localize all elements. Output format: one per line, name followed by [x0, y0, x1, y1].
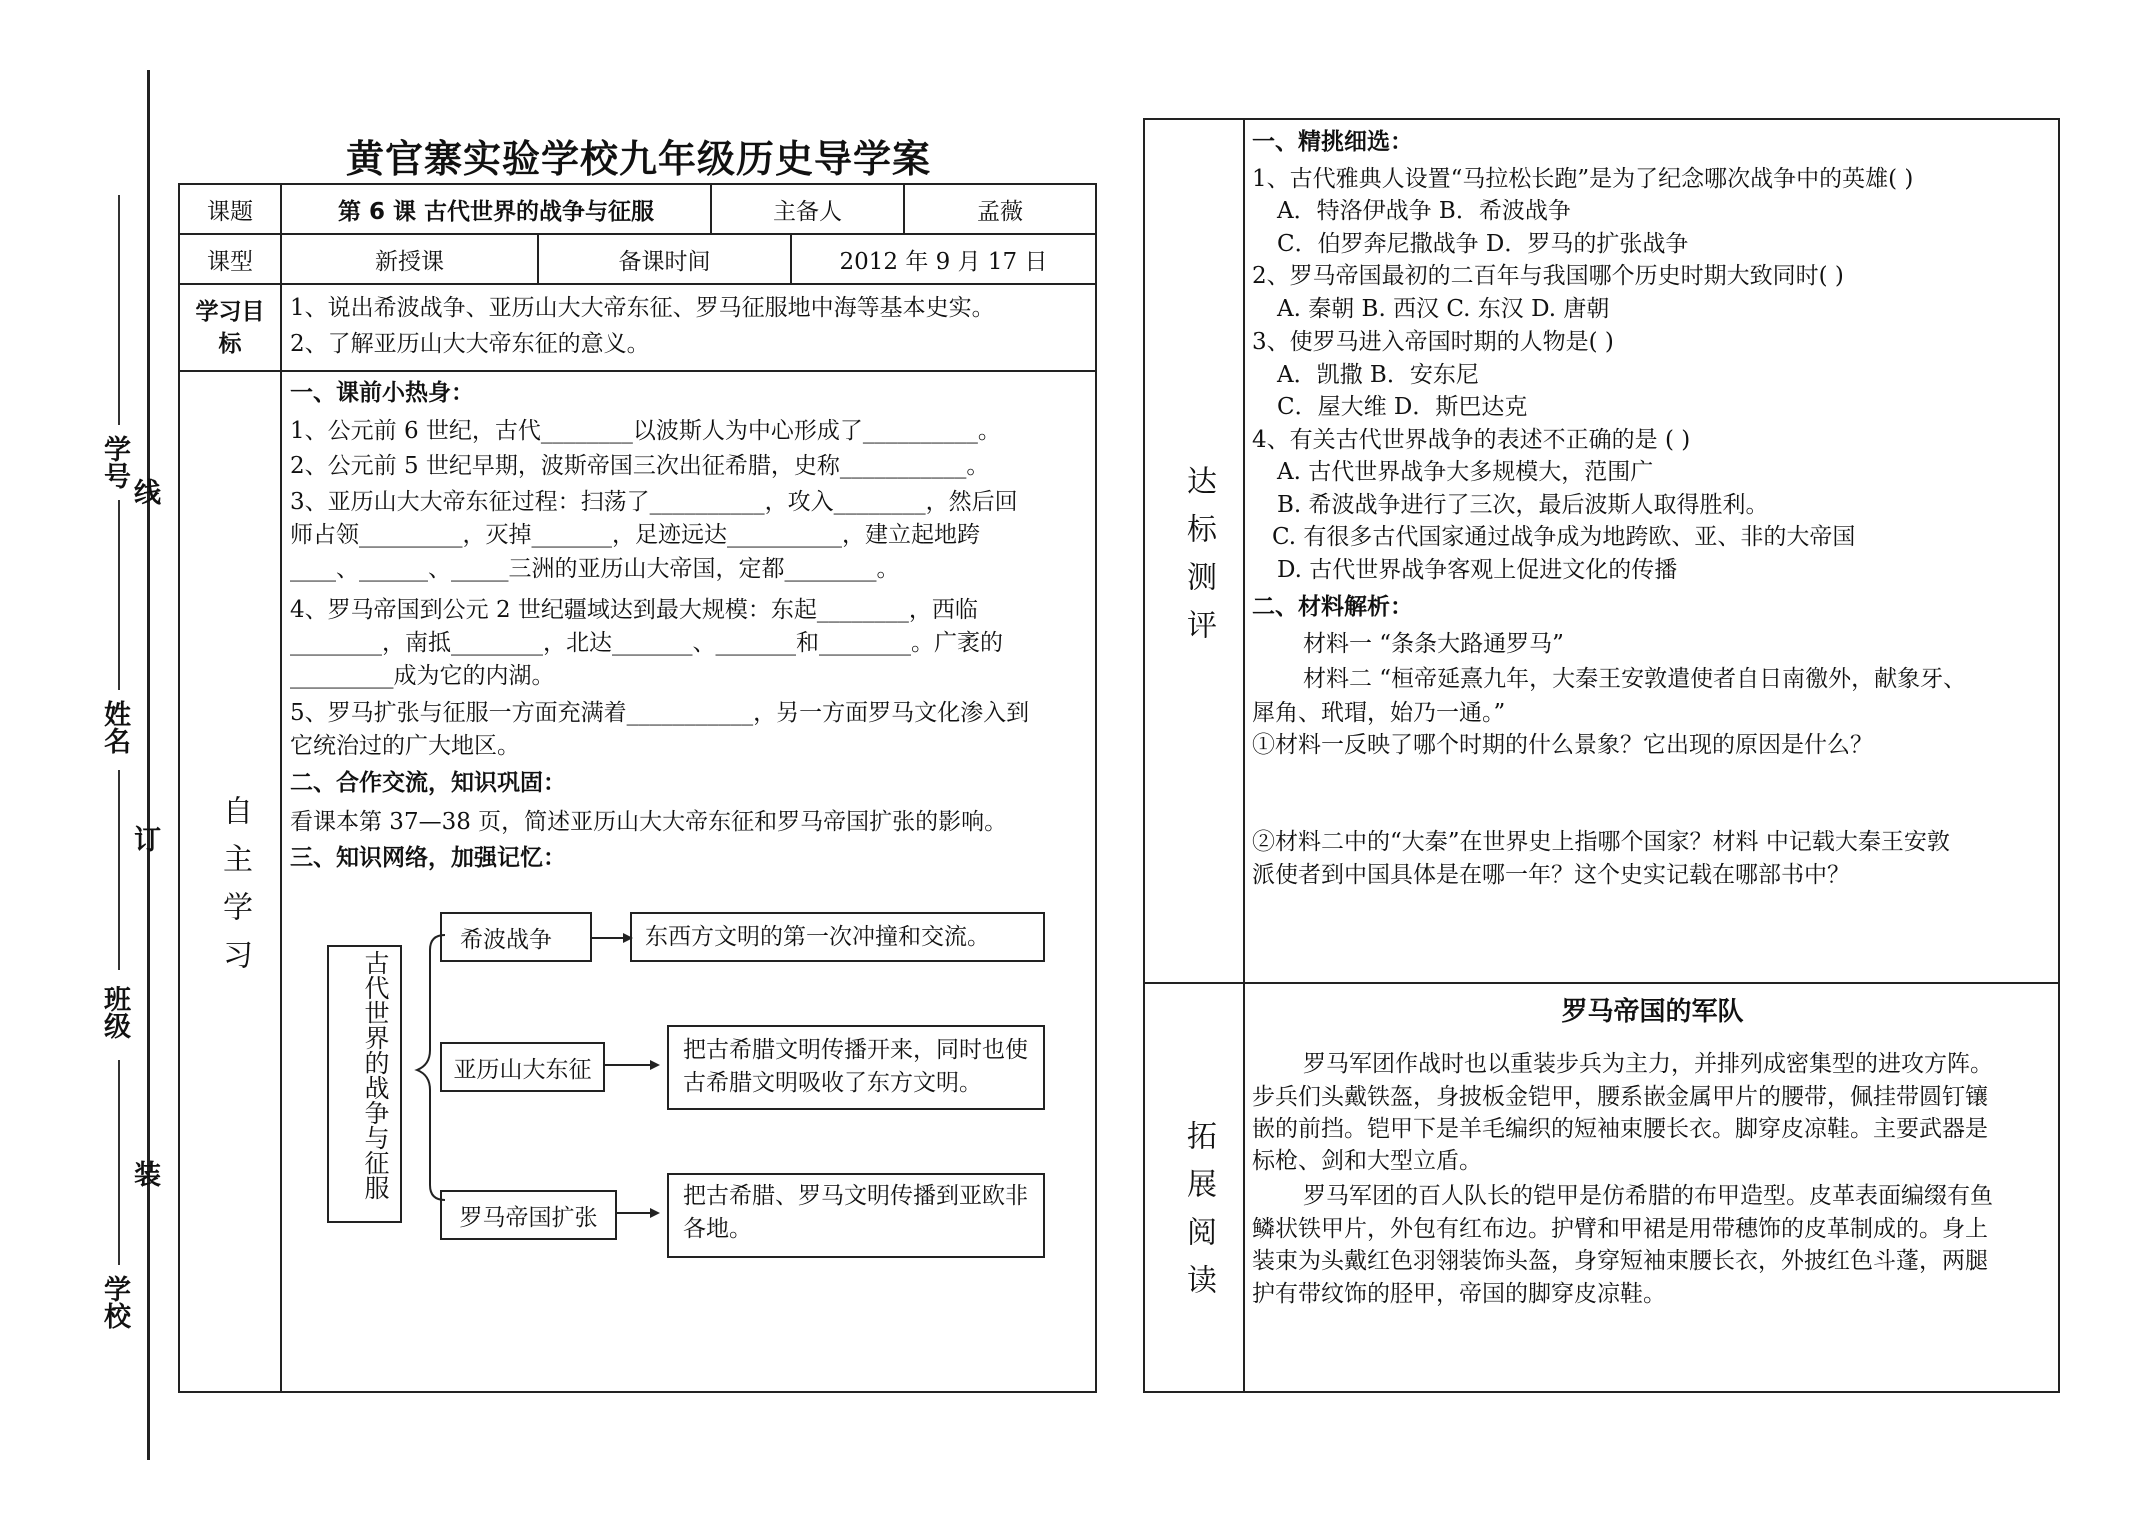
warmup-line: 4、罗马帝国到公元 2 世纪疆域达到最大规模：东起________，西临 [290, 597, 978, 623]
self-study-label: 自主学习 [217, 795, 252, 987]
warmup-line: ____、______、_____三洲的亚历山大帝国，定都________。 [290, 556, 900, 582]
option-line: B. 希波战争进行了三次，最后波斯人取得胜利。 [1277, 492, 1769, 518]
topic-value: 第 6 课 古代世界的战争与征服 [337, 198, 655, 225]
option-line: C．屋大维 D．斯巴达克 [1277, 394, 1528, 420]
coop-heading: 二、合作交流，知识巩固： [290, 770, 566, 796]
preparer-value: 孟薇 [977, 198, 1023, 225]
topic-label: 课题 [207, 198, 253, 225]
option-line: D. 古代世界战争客观上促进文化的传播 [1277, 557, 1678, 583]
table-row-divider [178, 370, 1097, 372]
warmup-heading: 一、课前小热身： [290, 380, 474, 406]
binding-line-char: 线 [129, 478, 160, 505]
preparer-label: 主备人 [773, 198, 842, 225]
name-underline [118, 500, 120, 690]
reading-line: 标枪、剑和大型立盾。 [1252, 1148, 1482, 1174]
reading-line: 罗马军团作战时也以重装步兵为主力，并排列成密集型的进攻方阵。 [1303, 1051, 1993, 1077]
goals-label: 学习目标 [195, 298, 265, 357]
warmup-line: _________成为它的内湖。 [290, 663, 555, 689]
binding-zhuang-char: 装 [129, 1160, 160, 1187]
time-label: 备课时间 [618, 248, 711, 275]
material-one: 材料一 “条条大路通罗马” [1303, 631, 1564, 657]
option-line: A. 古代世界战争大多规模大，范围广 [1277, 459, 1654, 485]
label-column-divider [280, 183, 282, 1393]
network-result-text: 把古希腊、罗马文明传播到亚欧非各地。 [683, 1183, 1028, 1242]
network-heading: 三、知识网络，加强记忆： [290, 845, 566, 871]
warmup-line: 1、公元前 6 世纪，古代________以波斯人为中心形成了__________。 [290, 418, 1001, 444]
binding-ding-char: 订 [129, 825, 160, 852]
type-label: 课型 [207, 248, 253, 275]
network-node-label: 罗马帝国扩张 [459, 1204, 598, 1231]
option-line: A. 秦朝 B. 西汉 C. 东汉 D. 唐朝 [1277, 296, 1610, 322]
page-title: 黄官寨实验学校九年级历史导学案 [345, 136, 931, 181]
warmup-line: 2、公元前 5 世纪早期，波斯帝国三次出征希腊，史称___________。 [290, 453, 990, 479]
binding-class-label: 班级 [99, 985, 130, 1039]
network-result-text: 东西方文明的第一次冲撞和交流。 [645, 924, 990, 950]
warmup-line: ________，南抵________，北达_______、_______和________。广袤的 [290, 630, 1003, 656]
warmup-line: 它统治过的广大地区。 [290, 733, 520, 759]
reading-label: 拓展阅读 [1181, 1120, 1216, 1312]
binding-student-no-label: 学号 [99, 435, 130, 489]
type-value: 新授课 [375, 248, 444, 275]
goal-line: 2、了解亚历山大大帝东征的意义。 [290, 331, 650, 357]
goal-line: 1、说出希波战争、亚历山大大帝东征、罗马征服地中海等基本史实。 [290, 295, 995, 321]
time-value: 2012 年 9 月 17 日 [839, 248, 1048, 275]
coop-text: 看课本第 37—38 页，简述亚历山大大帝东征和罗马帝国扩张的影响。 [290, 809, 1008, 835]
class-underline [118, 770, 120, 970]
reading-line: 鳞状铁甲片，外包有红布边。护臂和甲裙是用带穗饰的皮革制成的。身上 [1252, 1216, 1988, 1242]
option-line: C. 有很多古代国家通过战争成为地跨欧、亚、非的大帝国 [1272, 524, 1856, 550]
warmup-line: 3、亚历山大大帝东征过程：扫荡了__________，攻入________，然后回 [290, 489, 1018, 515]
assessment-label: 达标测评 [1181, 465, 1216, 657]
question-line: 3、使罗马进入帝国时期的人物是( ) [1252, 329, 1614, 355]
reading-line: 步兵们头戴铁盔，身披板金铠甲，腰系嵌金属甲片的腰带，佩挂带圆钉镶 [1252, 1084, 1988, 1110]
material-question-1: ①材料一反映了哪个时期的什么景象？它出现的原因是什么？ [1252, 732, 1873, 758]
material-two-cont: 犀角、玳瑁，始乃一通。” [1252, 700, 1506, 726]
school-underline [118, 1060, 120, 1265]
binding-name-label: 姓名 [99, 700, 130, 754]
binding-school-label: 学校 [99, 1275, 130, 1329]
network-node-label: 亚历山大东征 [453, 1056, 592, 1083]
option-line: A．特洛伊战争 B．希波战争 [1277, 198, 1571, 224]
question-line: 4、有关古代世界战争的表述不正确的是 ( ) [1252, 427, 1691, 453]
table-row-divider [178, 283, 1097, 285]
question-line: 1、古代雅典人设置“马拉松长跑”是为了纪念哪次战争中的英雄( ) [1252, 166, 1914, 192]
question-line: 2、罗马帝国最初的二百年与我国哪个历史时期大致同时( ) [1252, 263, 1844, 289]
binding-line [147, 70, 150, 1460]
material-question-2-cont: 派使者到中国具体是在哪一年？这个史实记载在哪部书中？ [1252, 862, 1850, 888]
student-no-underline [118, 195, 120, 425]
network-node-label: 希波战争 [460, 926, 552, 953]
reading-heading: 罗马帝国的军队 [1561, 997, 1744, 1027]
assessment-section1-heading: 一、精挑细选： [1252, 129, 1413, 155]
label-column-divider [1243, 118, 1245, 1393]
reading-line: 护有带纹饰的胫甲，帝国的脚穿皮凉鞋。 [1252, 1281, 1666, 1307]
warmup-line: 师占领_________，灭掉_______，足迹远达__________，建立起地跨 [290, 522, 980, 548]
reading-line: 罗马军团的百人队长的铠甲是仿希腊的布甲造型。皮革表面编缀有鱼 [1303, 1183, 1993, 1209]
warmup-line: 5、罗马扩张与征服一方面充满着___________，另一方面罗马文化渗入到 [290, 700, 1030, 726]
option-line: A．凯撒 B．安东尼 [1277, 362, 1479, 388]
table-row-divider [1143, 982, 2060, 984]
reading-line: 嵌的前挡。铠甲下是羊毛编织的短袖束腰长衣。脚穿皮凉鞋。主要武器是 [1252, 1116, 1988, 1142]
reading-line: 装束为头戴红色羽翎装饰头盔，身穿短袖束腰长衣，外披红色斗蓬，两腿 [1252, 1248, 1988, 1274]
option-line: C．伯罗奔尼撒战争 D．罗马的扩张战争 [1277, 231, 1689, 257]
network-root-label: 古代世界的战争与征服 [361, 950, 390, 1200]
material-two: 材料二 “桓帝延熹九年，大秦王安敦遣使者自日南徼外，献象牙、 [1303, 666, 1967, 692]
material-question-2: ②材料二中的“大秦”在世界史上指哪个国家？材料 中记载大秦王安敦 [1252, 829, 1950, 855]
assessment-section2-heading: 二、材料解析： [1252, 594, 1413, 620]
network-result-text: 把古希腊文明传播开来，同时也使古希腊文明吸收了东方文明。 [683, 1037, 1028, 1096]
